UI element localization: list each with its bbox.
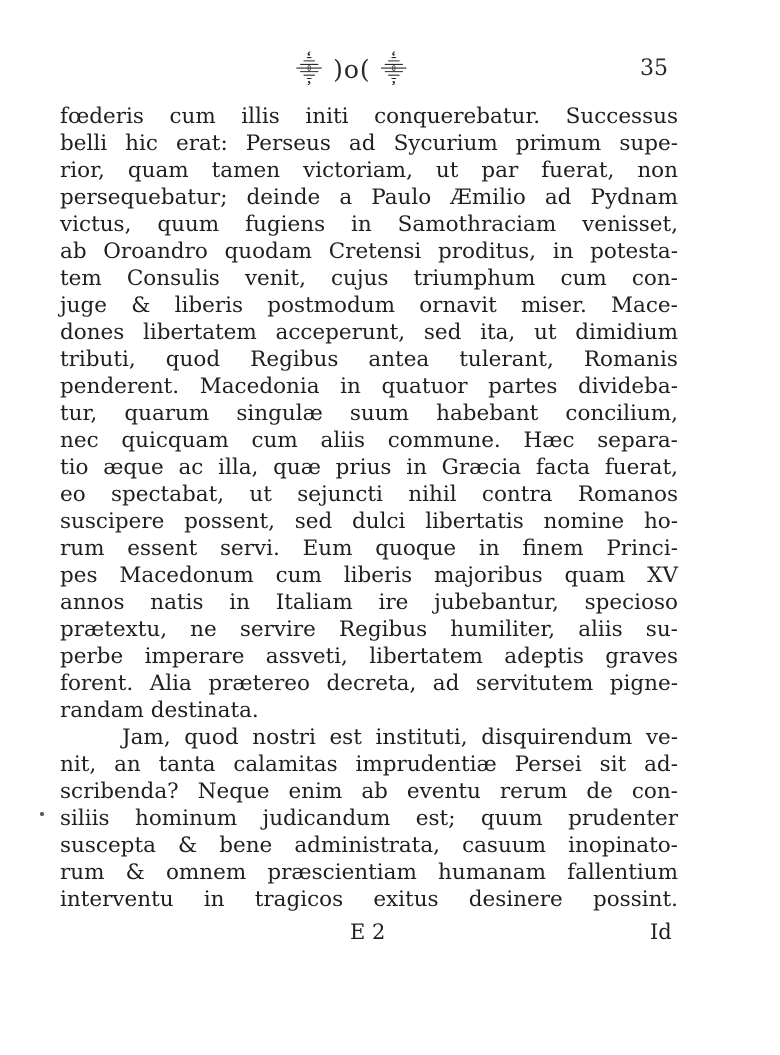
ornament-center: )o( <box>333 54 371 84</box>
word: administrata, <box>294 833 440 858</box>
word: imprudentiæ <box>355 752 497 777</box>
word: possint. <box>592 887 678 912</box>
word: singulæ <box>236 401 323 426</box>
word: miser. <box>521 293 587 318</box>
word: est; <box>415 806 456 831</box>
word: Pydnam <box>590 185 678 210</box>
word: con- <box>631 266 678 291</box>
word: suscepta <box>60 833 156 858</box>
word: in <box>229 590 251 615</box>
word: in <box>406 455 427 480</box>
word: omnem <box>165 860 247 885</box>
word: fuerat, <box>541 158 615 183</box>
text-line <box>60 589 678 616</box>
word: XV <box>647 563 678 588</box>
word: ad <box>432 671 460 696</box>
word: tio <box>60 455 89 480</box>
word: & <box>125 860 145 885</box>
body-text <box>60 103 678 913</box>
word: concilium, <box>565 401 678 426</box>
word: eo <box>60 482 86 507</box>
word: an <box>114 752 141 777</box>
word: quicquam <box>121 428 229 453</box>
word: ad <box>544 185 572 210</box>
word: cujus <box>331 266 389 291</box>
word: quum <box>480 806 543 831</box>
word: cum <box>560 266 607 291</box>
word: & <box>177 833 198 858</box>
word: ut <box>435 158 459 183</box>
word: inopinato- <box>568 833 678 858</box>
word: nihil <box>408 482 457 507</box>
paper-speck <box>40 812 44 816</box>
word: finem <box>522 536 584 561</box>
word: Perseus <box>245 131 331 156</box>
word: perbe <box>60 644 124 669</box>
text-line <box>60 805 678 832</box>
word: in <box>203 887 225 912</box>
word: quarum <box>124 401 210 426</box>
word: Alia <box>149 671 192 696</box>
word: prætextu, <box>60 617 168 642</box>
word: nostri <box>252 725 316 750</box>
text-line <box>60 265 678 292</box>
word: sed <box>294 509 333 534</box>
word: Persei <box>514 752 582 777</box>
catchword: Id <box>650 920 672 944</box>
word: erat: <box>175 131 228 156</box>
word: bene <box>219 833 273 858</box>
word: Oroandro <box>103 239 208 264</box>
word: Princi- <box>606 536 678 561</box>
text-line <box>60 427 678 454</box>
word: exitus <box>373 887 439 912</box>
word: fuerat, <box>604 455 678 480</box>
paragraph-start-line <box>60 724 678 751</box>
word: victoriam, <box>303 158 413 183</box>
word: par <box>481 158 519 183</box>
word: juge <box>60 293 107 318</box>
word: liberis <box>343 563 413 588</box>
word: commune. <box>387 428 501 453</box>
header-ornament <box>296 52 408 86</box>
text-line <box>60 886 678 913</box>
word: suum <box>349 401 410 426</box>
text-line <box>60 535 678 562</box>
word: postmodum <box>267 293 395 318</box>
word: deinde <box>246 185 321 210</box>
text-line <box>60 778 678 805</box>
word: persequebatur; <box>60 185 228 210</box>
word: servi. <box>219 536 280 561</box>
word: sejuncti <box>297 482 383 507</box>
word: illis <box>241 104 280 129</box>
word: hominum <box>134 806 238 831</box>
word: illa, <box>218 455 259 480</box>
word: partes <box>488 374 558 399</box>
word: Samothraciam <box>397 212 557 237</box>
word: cum <box>251 428 298 453</box>
word: in <box>351 212 372 237</box>
word: specioso <box>584 590 678 615</box>
word: Sycurium <box>393 131 498 156</box>
word: ab <box>60 239 87 264</box>
word: dones <box>60 320 125 345</box>
word: fallentium <box>567 860 678 885</box>
word: annos <box>60 590 125 615</box>
word: imperare <box>144 644 245 669</box>
word: venisset, <box>582 212 678 237</box>
word: est <box>329 725 362 750</box>
word: fœderis <box>60 104 144 129</box>
word: quam <box>127 158 189 183</box>
word: judicandum <box>262 806 391 831</box>
word: separa- <box>597 428 678 453</box>
text-line <box>60 157 678 184</box>
word: rum <box>60 536 105 561</box>
word: siliis <box>60 806 110 831</box>
word: belli <box>60 131 108 156</box>
word: facta <box>535 455 591 480</box>
word: sit <box>599 752 627 777</box>
word: Jam, <box>122 725 171 750</box>
word: su- <box>645 617 678 642</box>
word: potesta- <box>590 239 678 264</box>
text-line <box>60 184 678 211</box>
word: cum <box>275 563 322 588</box>
word: servire <box>239 617 316 642</box>
word: quodam <box>224 239 313 264</box>
text-line <box>60 130 678 157</box>
signature-mark: E 2 <box>350 920 386 944</box>
page-header <box>0 48 780 94</box>
text-line <box>60 670 678 697</box>
word: ornavit <box>419 293 497 318</box>
word: victus, <box>60 212 132 237</box>
text-line <box>60 400 678 427</box>
word: aliis <box>320 428 365 453</box>
word: quæ <box>273 455 321 480</box>
text-line <box>60 832 678 859</box>
text-line <box>60 859 678 886</box>
text-line <box>60 238 678 265</box>
word: & <box>131 293 151 318</box>
word: habebant <box>436 401 539 426</box>
word: ho- <box>643 509 678 534</box>
word: casuum <box>462 833 547 858</box>
word: quod <box>184 725 239 750</box>
word: tamen <box>211 158 281 183</box>
text-line <box>60 211 678 238</box>
word: jubebantur, <box>434 590 559 615</box>
word: majoribus <box>434 563 543 588</box>
word: servitutem <box>475 671 594 696</box>
text-line <box>60 373 678 400</box>
word: venit, <box>244 266 306 291</box>
text-line <box>60 616 678 643</box>
text-line <box>60 751 678 778</box>
word: libertatem <box>369 644 483 669</box>
word: ut <box>249 482 272 507</box>
word: eventu <box>406 779 481 804</box>
word: prætereo <box>208 671 310 696</box>
word: enim <box>288 779 343 804</box>
word: tem <box>60 266 102 291</box>
word: antea <box>368 347 430 372</box>
word: quod <box>165 347 221 372</box>
word: humanam <box>438 860 546 885</box>
word: pigne- <box>609 671 678 696</box>
word: dimidium <box>575 320 678 345</box>
text-line <box>60 103 678 130</box>
word: suscipere <box>60 509 165 534</box>
word: tanta <box>158 752 216 777</box>
word: initi <box>305 104 349 129</box>
word: prius <box>335 455 392 480</box>
word: quum <box>157 212 220 237</box>
text-line <box>60 508 678 535</box>
word: libertatem <box>143 320 257 345</box>
word: Romanis <box>583 347 678 372</box>
word: assveti, <box>265 644 348 669</box>
word: humiliter, <box>450 617 556 642</box>
word: fugiens <box>245 212 326 237</box>
word: in <box>478 536 500 561</box>
word: Græcia <box>441 455 522 480</box>
word: graves <box>605 644 678 669</box>
word: ve- <box>645 725 678 750</box>
word: ad <box>348 131 376 156</box>
word: Regibus <box>250 347 339 372</box>
word: in <box>340 374 361 399</box>
word: pes <box>60 563 98 588</box>
word: Cretensi <box>328 239 422 264</box>
word: tributi, <box>60 347 136 372</box>
word: liberis <box>174 293 244 318</box>
word: Eum <box>302 536 353 561</box>
word: rerum <box>499 779 568 804</box>
word: ut <box>533 320 557 345</box>
word: divideba- <box>577 374 678 399</box>
word: Italiam <box>275 590 353 615</box>
word: in <box>552 239 574 264</box>
word: Hæc <box>523 428 575 453</box>
word: calamitas <box>233 752 338 777</box>
word: supe- <box>619 131 678 156</box>
word: hic <box>125 131 158 156</box>
text-line <box>60 454 678 481</box>
word: penderent. <box>60 374 180 399</box>
word: possent, <box>184 509 275 534</box>
word: essent <box>127 536 198 561</box>
word: tulerant, <box>459 347 554 372</box>
word: ac <box>178 455 204 480</box>
word: dulci <box>352 509 406 534</box>
word: acceperunt, <box>275 320 406 345</box>
text-line <box>60 319 678 346</box>
word: forent. <box>60 671 134 696</box>
word: præscientiam <box>267 860 417 885</box>
text-line <box>60 346 678 373</box>
word: prudenter <box>568 806 678 831</box>
word: disquirendum <box>481 725 633 750</box>
word: desinere <box>468 887 563 912</box>
word: quatuor <box>381 374 468 399</box>
word: non <box>637 158 678 183</box>
word: primum <box>515 131 602 156</box>
text-line <box>60 292 678 319</box>
word: rior, <box>60 158 105 183</box>
word: tur, <box>60 401 98 426</box>
word: Æmilio <box>450 185 526 210</box>
text-line <box>60 481 678 508</box>
word: Macedonia <box>199 374 320 399</box>
word: decreta, <box>326 671 417 696</box>
word: ne <box>190 617 217 642</box>
word: de <box>586 779 613 804</box>
fleuron-left-icon: ⸎ <box>296 55 324 84</box>
word: libertatis <box>425 509 524 534</box>
word: ita, <box>480 320 516 345</box>
word: Successus <box>565 104 678 129</box>
word: proditus, <box>438 239 536 264</box>
text-line <box>60 643 678 670</box>
fleuron-right-icon: ⸎ <box>380 55 408 84</box>
word: quoque <box>375 536 457 561</box>
word: Neque <box>197 779 270 804</box>
word: ab <box>361 779 388 804</box>
word: spectabat, <box>111 482 225 507</box>
word: rum <box>60 860 105 885</box>
word: Mace- <box>611 293 678 318</box>
word: nomine <box>543 509 625 534</box>
word: sed <box>423 320 462 345</box>
word: nit, <box>60 752 97 777</box>
word: scribenda? <box>60 779 179 804</box>
word: æque <box>103 455 164 480</box>
word: a <box>339 185 353 210</box>
word: quam <box>564 563 626 588</box>
word: aliis <box>578 617 623 642</box>
word: tragicos <box>254 887 344 912</box>
word: triumphum <box>413 266 536 291</box>
word: conquerebatur. <box>374 104 541 129</box>
word: cum <box>169 104 216 129</box>
word: Consulis <box>126 266 220 291</box>
page-footer <box>0 920 780 950</box>
word: contra <box>481 482 553 507</box>
word: nec <box>60 428 99 453</box>
word: Regibus <box>338 617 428 642</box>
word: natis <box>150 590 204 615</box>
text-line <box>60 562 678 589</box>
word: adeptis <box>504 644 584 669</box>
word: Romanos <box>577 482 678 507</box>
word: ad- <box>644 752 678 777</box>
word: instituti, <box>375 725 468 750</box>
page-number: 35 <box>640 56 668 81</box>
word: interventu <box>60 887 174 912</box>
paragraph-end-line: randam destinata. <box>60 698 259 723</box>
word: con- <box>631 779 678 804</box>
word: ire <box>378 590 409 615</box>
word: Paulo <box>371 185 432 210</box>
word: Macedonum <box>119 563 254 588</box>
